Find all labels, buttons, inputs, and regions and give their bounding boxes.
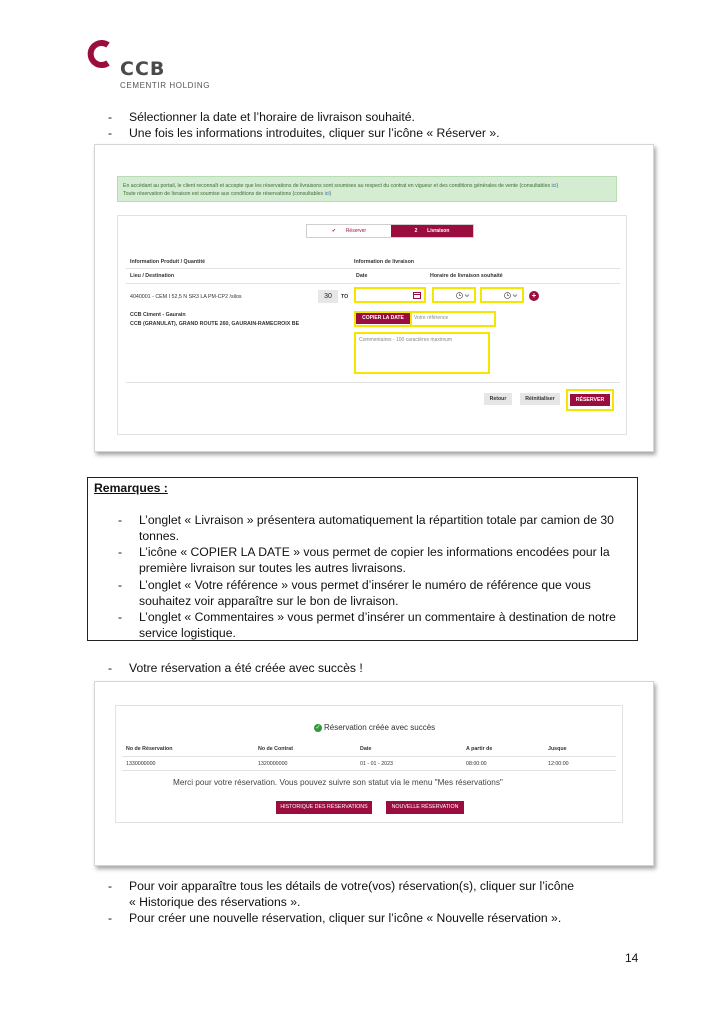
remark-line: - [118,545,123,559]
terms-notice: En accédant au portail, le client reconnaît et accepte que les réservations de livraisons sont soumises au respect du contrat en vigueur et des conditions générales de vente (consultables ici) Toute réservation de livraison est soumise aux conditions de réservations (consultables ici) [117,176,617,202]
add-delivery-button[interactable]: + [529,291,539,301]
site-name: CCB Ciment - Gaurain [130,312,186,318]
remark-line: souhaitez voir apparaître sur le bon de livraison. [139,594,399,608]
reservation-form-screenshot [94,144,654,452]
remark-line: L’onglet « Livraison » présentera automatiquement la répartition totale par camion de 30 [139,513,614,527]
copy-reference-row [354,311,496,327]
header-reservation-no: No de Réservation [126,746,173,752]
logo-brand: CCB [120,58,166,80]
remarks-box [87,477,638,641]
back-button[interactable]: Retour [484,393,512,405]
delivery-section-label: Information de livraison [354,259,415,265]
product-name: 4040001 - CEM I 52,5 N SR3 LA PM-CP2 /silos [130,294,242,300]
copy-date-highlight [354,311,412,327]
page-number: 14 [625,951,639,965]
reservation-date: 01 - 01 - 2023 [360,761,393,767]
remark-line: première livraison sur toutes les autres livraisons. [139,561,406,575]
quantity-field[interactable]: 30 [318,290,338,303]
time-from: 08:00:00 [466,761,487,767]
header-contract-no: No de Contrat [258,746,294,752]
terms-link[interactable]: ici [551,183,557,189]
confirmation-screenshot [94,681,654,866]
remark-line: L’onglet « Votre référence » vous permet d’insérer le numéro de référence que vous [139,578,591,592]
new-reservation-button[interactable]: NOUVELLE RÉSERVATION [386,801,464,814]
reserve-button[interactable]: RÉSERVER [570,394,610,406]
reset-button[interactable]: Réinitialiser [520,393,560,405]
reserve-highlight [566,389,614,411]
check-circle-icon: ✓ [315,724,321,731]
delivery-panel [117,215,627,435]
divider [122,770,616,771]
calendar-icon [413,292,421,299]
thanks-message: Merci pour votre réservation. Vous pouvez suivre son statut via le menu "Mes réservations" [173,778,503,787]
header-from: A partir de [466,746,493,752]
time-until: 12:00:00 [548,761,569,767]
header-until: Jusque [548,746,567,752]
remark-line: L’onglet « Commentaires » vous permet d’insérer un commentaire à destination de notre [139,610,616,624]
remarks-title: Remarques : [94,481,168,495]
time-from-select[interactable] [432,287,476,303]
date-input[interactable] [354,287,426,303]
divider [126,382,620,383]
step-tabs [306,224,474,238]
place-header: Lieu / Destination [130,273,175,279]
remark-line: - [118,610,123,624]
comments-textarea[interactable]: Commentaires - 100 caractères maximum [354,332,490,374]
tab-reserver[interactable]: ✔ Réserver [307,225,391,237]
remark-line: - [118,578,123,592]
remark-line: - [118,513,123,527]
confirmation-panel [115,705,623,823]
remark-line: L’icône « COPIER LA DATE » vous permet de copier les informations encodées pour la [139,545,610,559]
reservation-no: 1330000000 [126,761,156,767]
quantity-unit: TO [341,294,349,300]
company-logo [86,40,226,92]
divider [126,283,620,284]
divider [126,268,620,269]
remark-line: tonnes. [139,529,179,543]
divider [122,756,616,757]
ccb-logo-icon [86,40,112,68]
success-title: ✓ Réservation créée avec succès [315,723,436,732]
product-section-label: Information Produit / Quantité [130,259,206,265]
remark-line: service logistique. [139,626,236,640]
tab-livraison[interactable]: 2 Livraison [391,225,473,237]
clock-dropdown-icon [456,292,470,299]
check-icon: ✔ [331,228,337,234]
conditions-link[interactable]: ici [324,191,330,197]
date-header: Date [356,273,368,279]
reference-input[interactable]: Votre référence [410,311,496,327]
site-address: CCB (GRANULAT), GRAND ROUTE 260, GAURAIN-RAMECROIX BE [130,321,300,327]
contract-no: 1320000000 [258,761,288,767]
time-header: Horaire de livraison souhaité [430,273,503,279]
time-to-select[interactable] [480,287,524,303]
history-button[interactable]: HISTORIQUE DES RÉSERVATIONS [276,801,372,814]
header-date: Date [360,746,372,752]
clock-dropdown-icon [504,292,518,299]
logo-subtitle: CEMENTIR HOLDING [120,81,211,90]
copy-date-button[interactable]: COPIER LA DATE [356,313,410,324]
